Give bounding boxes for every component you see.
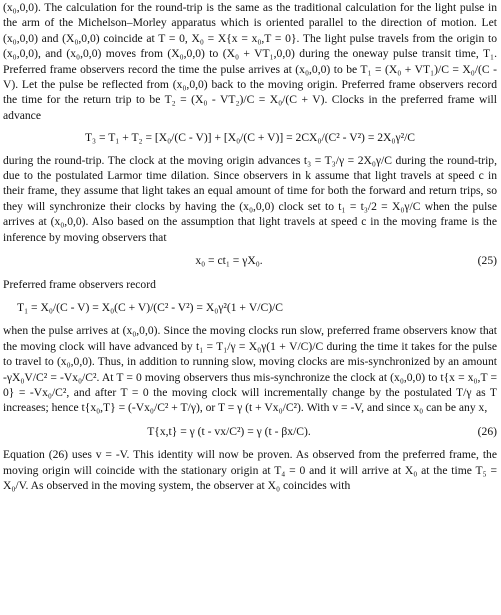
equation-25: x₀ = ct₁ = γX₀. bbox=[195, 254, 263, 268]
equation-25-row bbox=[3, 253, 497, 268]
paragraph-clock-sync: during the round-trip. The clock at the moving origin advances t₃ = T₃/γ = 2X₀γ/C during the round-trip, due to the postulated Larmor time dilation. Since observers in k assume that light travels at speed c in their frame, they assume that light takes an equal amount of time for both the forward and return trips, so they will synchronize their clocks by having the (x₀,0,0) clock set to t₁ = t₃/2 = X₀γ/C when the pulse arrives at (x₀,0,0). Also based on the assumption that light travels at speed c in the moving frame is the inference by moving observers that bbox=[3, 153, 497, 244]
paragraph-round-trip: (x₀,0,0). The calculation for the round-trip is the same as the traditional calculation for the light pulse in the arm of the Michelson–Morley apparatus which is oriented parallel to the direction of motion. Let (x₀,0,0) and (X₀,0,0) coincide at T = 0, X₀ = X{x = x₀,T = 0}. The light pulse travels from the origin to (x₀,0,0), and (x₀,0,0) moves from (X₀,0,0) to (X₀ + VT₁,0,0) during the oneway pulse transit time, T₁. Preferred frame observers record the time the pulse arrives at (x₀,0,0) to be T₁ = (X₀ + VT₁)/C = X₀/(C - V). Let the pulse be reflected from (x₀,0,0) back to the moving origin. Preferred frame observers record the time for the return trip to be T₂ = (X₀ - VT₂)/C = X₀/(C + V). Clocks in the preferred frame will advance bbox=[3, 1, 497, 122]
paragraph-mis-synchronization: when the pulse arrives at (x₀,0,0). Since the moving clocks run slow, preferred frame observers know that the moving clock will have advanced by t₁ = T₁/γ = X₀γ(1 + V/C)/C during the time it takes for the pulse to travel to (x₀,0,0). Thus, in addition to running slow, moving clocks are mis-synchronized by an amount -γX₀V/C² = -Vx₀/C². At T = 0 moving observers thus mis-synchronize the clock at (x₀,0,0) to t{x = x₀,T = 0} = -Vx₀/C², and after T = 0 the moving clock will incrementally change by the postulated T/γ as T increases; hence t{x₀,T} = (-Vx₀/C² + T/γ), or T = γ (t + Vx₀/C²). With v = -V, and since x₀ can be any x, bbox=[3, 324, 497, 415]
paragraph-equation-26-proof: Equation (26) uses v = -V. This identity will now be proven. As observed from the preferred frame, the moving origin will coincide with the stationary origin at T₄ = 0 and it will arrive at X₀ at the time T₅ = X₀/V. As observed in the moving system, the observer at X₀ coincides with bbox=[3, 448, 497, 492]
equation-t1: T₁ = X₀/(C - V) = X₀(C + V)/(C² - V²) = X₀γ²(1 + V/C)/C bbox=[17, 300, 284, 314]
equation-26: T{x,t} = γ (t - vx/C²) = γ (t - βx/C). bbox=[147, 424, 311, 438]
equation-26-row bbox=[3, 424, 497, 439]
paragraph-preferred-record: Preferred frame observers record bbox=[3, 277, 156, 291]
equation-26-number: (26) bbox=[477, 424, 497, 438]
equation-25-number: (25) bbox=[477, 254, 497, 268]
equation-t3: T₃ = T₁ + T₂ = [X₀/(C - V)] + [X₀/(C + V)] = 2CX₀/(C² - V²) = 2X₀γ²/C bbox=[84, 131, 416, 145]
